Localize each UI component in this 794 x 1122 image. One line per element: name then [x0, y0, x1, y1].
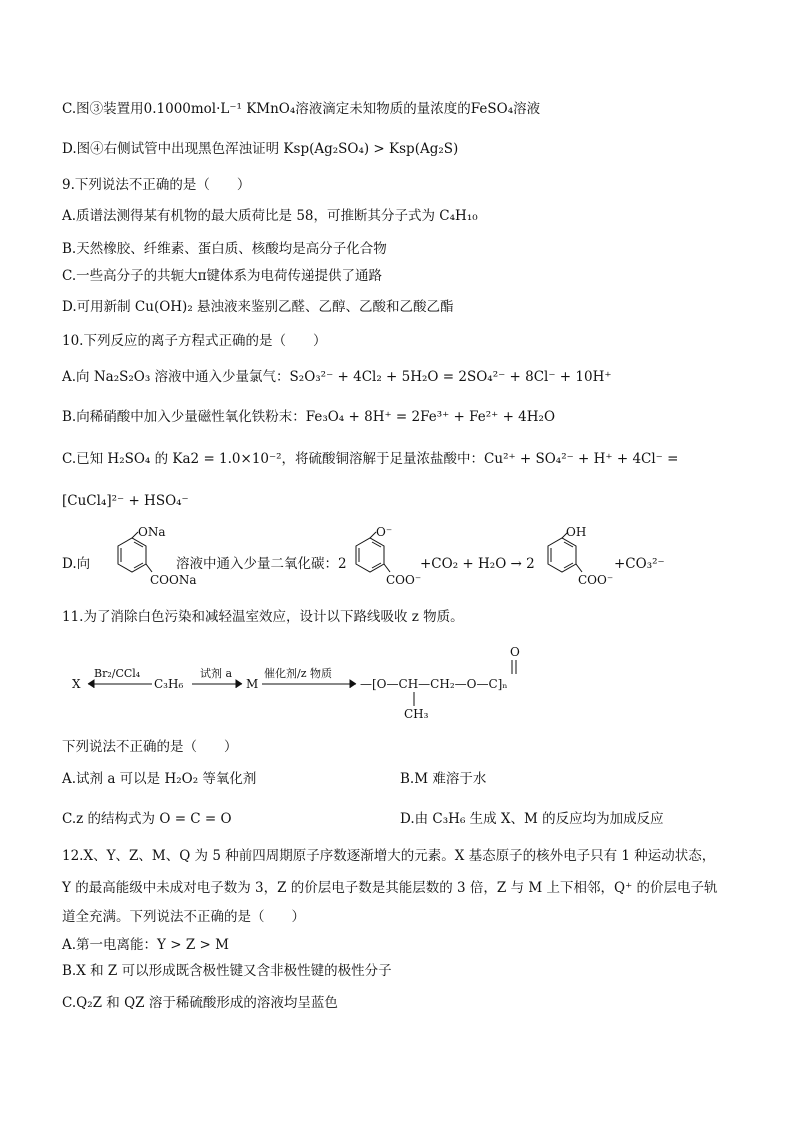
route-methyl: CH₃ [404, 707, 429, 721]
q10-option-d-prefix: D.向 [62, 556, 91, 572]
route-carbonyl-o: O [510, 645, 520, 659]
q10-stem: 10.下列反应的离子方程式正确的是（ ） [62, 333, 327, 349]
q12-stem-line2: Y 的最高能级中未成对电子数为 3，Z 的价层电子数是其能层数的 3 倍，Z 与 M 上下相邻，Q⁺ 的价层电子轨 [62, 880, 718, 896]
q8-option-d: D.图④右侧试管中出现黑色浑浊证明 Ksp(Ag₂SO₄) > Ksp(Ag₂S) [62, 141, 459, 157]
q10-option-c-line2: [CuCl₄]²⁻ + HSO₄⁻ [62, 493, 189, 509]
q10-option-b: B.向稀硝酸中加入少量磁性氧化铁粉末：Fe₃O₄ + 8H⁺ = 2Fe³⁺ + Fe²⁺ + 4H₂O [62, 409, 556, 425]
mol1-top-group: ONa [138, 525, 166, 539]
q12-option-b: B.X 和 Z 可以形成既含极性键又含非极性键的极性分子 [62, 963, 392, 979]
q12-stem-line3: 道全充满。下列说法不正确的是（ ） [62, 909, 305, 925]
q9-option-c: C.一些高分子的共轭大π键体系为电荷传递提供了通路 [62, 268, 383, 284]
mol3-bottom-group: COO⁻ [578, 573, 614, 587]
q10-option-d-plus2: +CO₃²⁻ [614, 556, 665, 572]
q9-option-b: B.天然橡胶、纤维素、蛋白质、核酸均是高分子化合物 [62, 241, 387, 257]
mol1-bottom-group: COONa [150, 573, 197, 587]
q8-option-c: C.图③装置用0.1000mol·L⁻¹ KMnO₄溶液滴定未知物质的量浓度的FeSO₄溶液 [62, 101, 541, 117]
q11-sub-stem: 下列说法不正确的是（ ） [62, 739, 238, 755]
route-x: X [72, 677, 81, 691]
mol3-top-group: OH [566, 525, 587, 539]
q12-stem-line1: 12.X、Y、Z、M、Q 为 5 种前四周期原子序数逐渐增大的元素。X 基态原子的核外电子只有 1 种运动状态， [62, 848, 716, 864]
q11-option-a: A.试剂 a 可以是 H₂O₂ 等氧化剂 [62, 771, 257, 787]
q11-option-b: B.M 难溶于水 [400, 771, 487, 787]
phenol-carboxylate-structure [540, 525, 614, 592]
q9-option-a: A.质谱法测得某有机物的最大质荷比是 58，可推断其分子式为 C₄H₁₀ [62, 208, 478, 224]
q11-synthesis-route [66, 640, 566, 722]
phenoxide-carboxylate-structure [348, 525, 422, 592]
route-reagent-1: Br₂/CCl₄ [94, 667, 141, 680]
q11-option-c: C.z 的结构式为 O = C = O [62, 811, 232, 827]
sodium-salicylate-structure [96, 525, 197, 592]
q9-option-d: D.可用新制 Cu(OH)₂ 悬浊液来鉴别乙醛、乙醇、乙酸和乙酸乙酯 [62, 299, 454, 315]
route-polymer: —[O—CH—CH₂—O—C]ₙ [360, 677, 508, 691]
route-m: M [246, 677, 259, 691]
q11-stem: 11.为了消除白色污染和减轻温室效应，设计以下路线吸收 z 物质。 [62, 609, 464, 625]
q10-option-d-mid: 溶液中通入少量二氧化碳：2 [176, 556, 347, 572]
q10-option-a: A.向 Na₂S₂O₃ 溶液中通入少量氯气：S₂O₃²⁻ + 4Cl₂ + 5H₂O = 2SO₄²⁻ + 8Cl⁻ + 10H⁺ [62, 369, 612, 385]
route-reagent-2: 试剂 a [200, 667, 233, 680]
mol2-top-group: O⁻ [376, 525, 393, 539]
q10-option-d-plus1: +CO₂ + H₂O → 2 [420, 556, 535, 572]
q10-option-c-line1: C.已知 H₂SO₄ 的 Ka2 = 1.0×10⁻²，将硫酸铜溶解于足量浓盐酸中：Cu²⁺ + SO₄²⁻ + H⁺ + 4Cl⁻ = [62, 451, 679, 467]
q11-option-d: D.由 C₃H₆ 生成 X、M 的反应均为加成反应 [400, 811, 664, 827]
route-c3h6: C₃H₆ [154, 677, 184, 691]
route-reagent-3: 催化剂/z 物质 [264, 667, 332, 680]
q9-stem: 9.下列说法不正确的是（ ） [62, 177, 251, 193]
q12-option-a: A.第一电离能：Y > Z > M [62, 937, 229, 953]
q12-option-c: C.Q₂Z 和 QZ 溶于稀硫酸形成的溶液均呈蓝色 [62, 995, 338, 1011]
mol2-bottom-group: COO⁻ [386, 573, 422, 587]
